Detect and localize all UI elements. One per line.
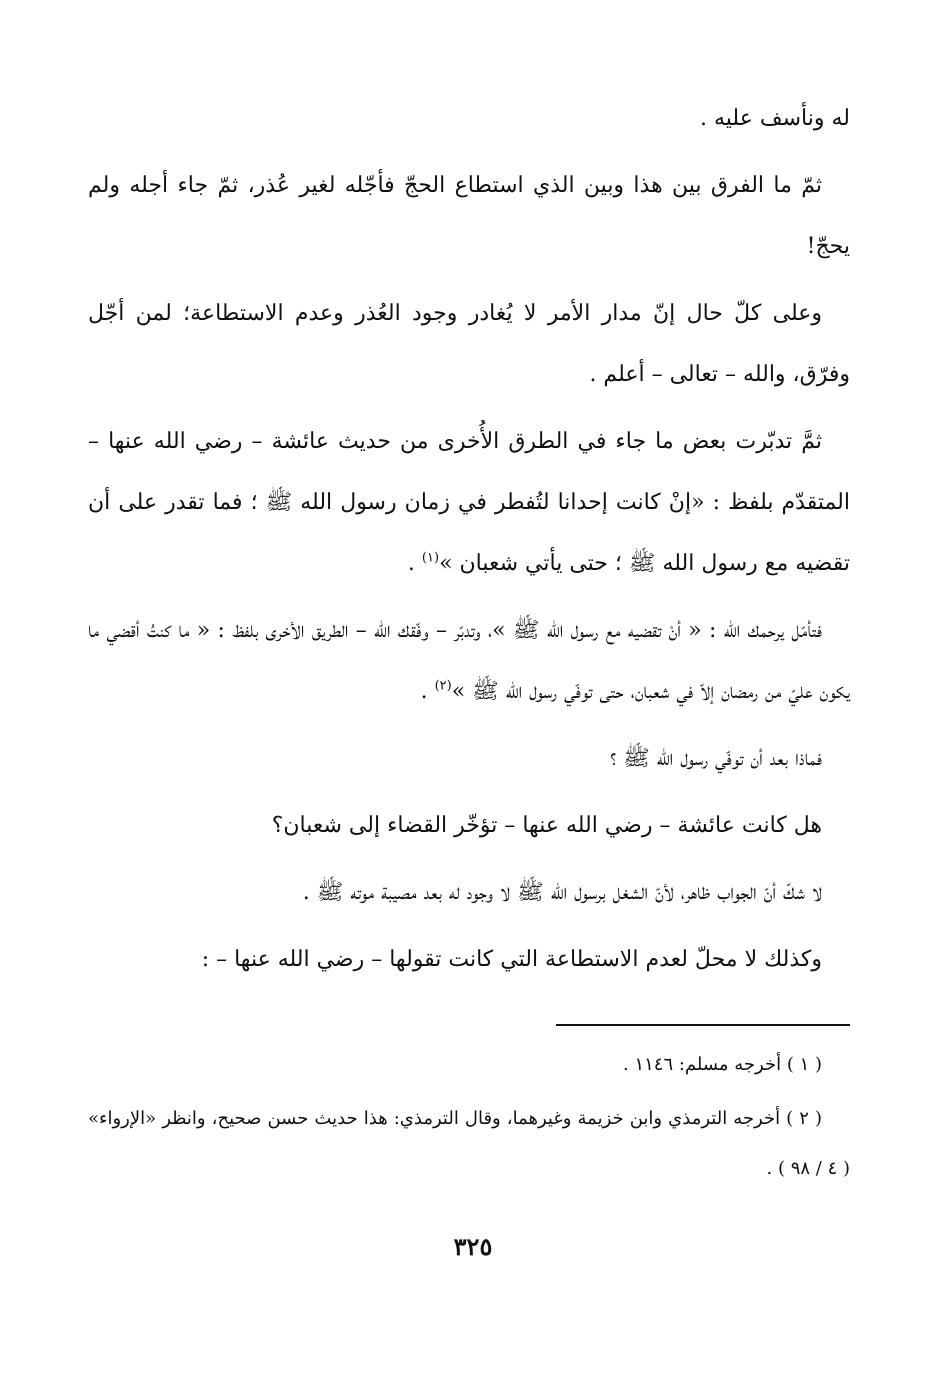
- paragraph-5: [88, 600, 850, 722]
- paragraph-5-tail: .: [420, 679, 435, 704]
- paragraph-4: [88, 411, 850, 594]
- paragraph-8: لا شكّ أنّ الجواب ظاهر، لأنّ الشغل برسول الله ﷺ لا وجود له بعد مصيبة موته ﷺ .: [302, 880, 822, 905]
- footnote-2: ( ٢ ) أخرجه الترمذي وابن خزيمة وغيرهما، وقال الترمذي: هذا حديث حسن صحيح، وانظر «الإرواء» ( ٤ / ٩٨ ) .: [88, 1108, 850, 1179]
- paragraph-1: له ونأسف عليه .: [700, 106, 850, 131]
- paragraph-4-tail: .: [407, 551, 422, 576]
- footnote-1: ( ١ ) أخرجه مسلم: ١١٤٦ .: [623, 1054, 822, 1075]
- footnote-ref-1: (١): [421, 550, 440, 566]
- paragraph-4-text: ثمَّ تدبّرت بعض ما جاء في الطرق الأُخرى من حديث عائشة – رضي الله عنها – المتقدّم بلفظ : «إنْ كانت إحدانا لتُفطر في زمان رسول الله ﷺ ؛ فما تقدر على أن تقضيه مع رسول الله ﷺ ؛ حتى يأتي شعبان »: [88, 429, 850, 576]
- paragraph-5-text: فتأمّل يرحمك الله : « أنْ تقضيه مع رسول الله ﷺ »، وتدبّر – وفّقك الله – الطريق الأخرى بلفظ : « ما كنتُ أقضي ما يكون عليّ من رمضان إلاّ في شعبان، حتى توفّي رسول الله ﷺ »: [88, 618, 850, 704]
- footnote-ref-2: (٢): [434, 678, 452, 694]
- paragraph-7: هل كانت عائشة – رضي الله عنها – تؤخّر القضاء إلى شعبان؟: [271, 813, 822, 838]
- paragraph-9: وكذلك لا محلّ لعدم الاستطاعة التي كانت تقولها – رضي الله عنها – :: [201, 947, 822, 972]
- paragraph-2: ثمّ ما الفرق بين هذا وبين الذي استطاع الحجّ فأجّله لغير عُذر، ثمّ جاء أجله ولم يحجّ!: [88, 173, 850, 259]
- page-number: ٣٢٥: [453, 1232, 493, 1261]
- footnotes: [88, 1040, 850, 1198]
- main-text: [88, 88, 850, 996]
- paragraph-6: فماذا بعد أن توفّي رسول الله ﷺ ؟: [610, 746, 822, 771]
- paragraph-3: وعلى كلّ حال إنّ مدار الأمر لا يُغادر وجود العُذر وعدم الاستطاعة؛ لمن أجّل وفرّق، والله – تعالى – أعلم .: [88, 301, 850, 387]
- footnote-divider: [556, 1024, 850, 1026]
